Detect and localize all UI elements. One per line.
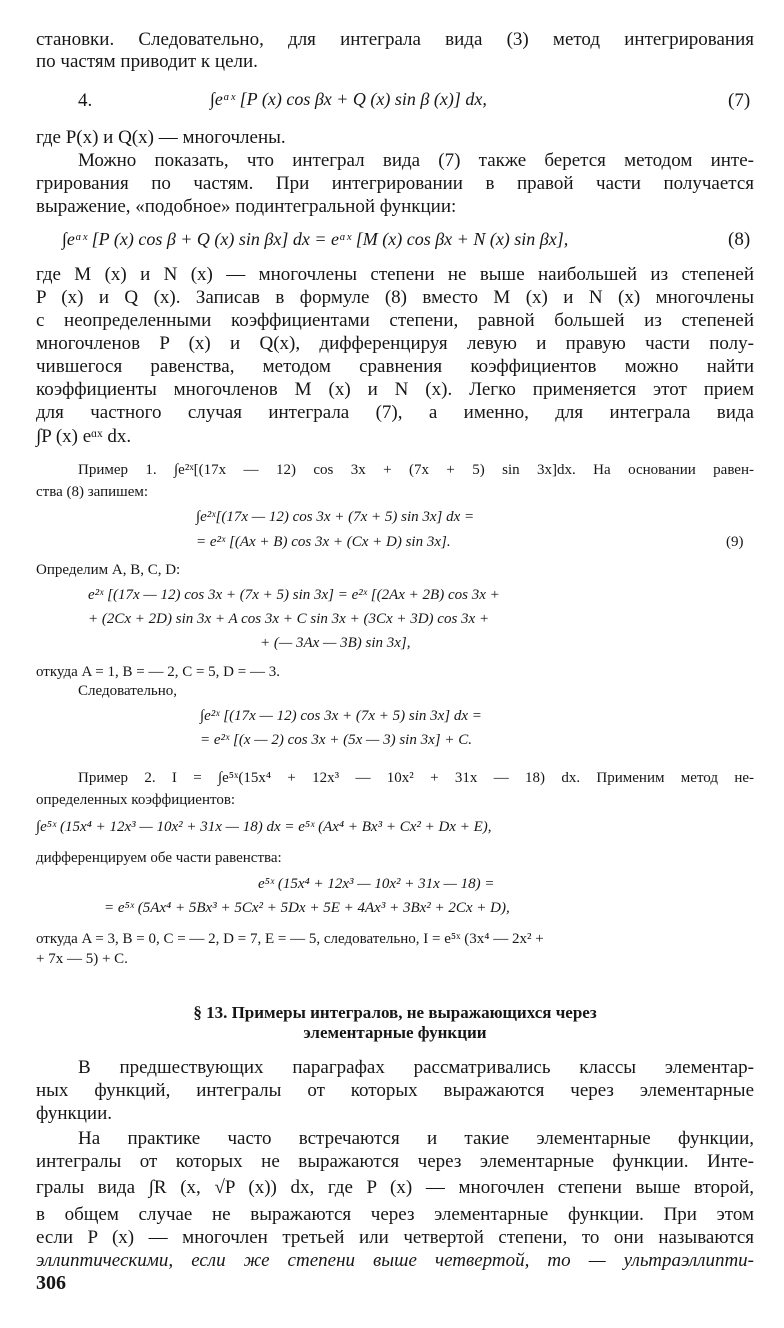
text-line: с неопределенными коэффициентами степени, равной большей из степеней	[36, 310, 754, 331]
text-line: ∫e²ˣ [(17x — 12) cos 3x + (7x + 5) sin 3x] dx =	[200, 708, 482, 724]
text-line: ∫e²ˣ[(17x — 12) cos 3x + (7x + 5) sin 3x] dx =	[196, 509, 475, 525]
text-line: = e⁵ˣ (5Ax⁴ + 5Bx³ + 5Cx² + 5Dx + 5E + 4Ax³ + 3Bx² + 2Cx + D),	[104, 900, 510, 916]
text-line: в общем случае не выражаются через элементарные функции. При этом	[36, 1204, 754, 1225]
text-line: На практике часто встречаются и такие элементарные функции,	[78, 1128, 754, 1149]
text-line: откуда A = 1, B = — 2, C = 5, D = — 3.	[36, 664, 280, 680]
text-line: если P (x) — многочлен третьей или четвертой степени, то они называются	[36, 1227, 754, 1248]
text-line: ных функций, интегралы от которых выражаются через элементарные	[36, 1080, 754, 1101]
text-line: e⁵ˣ (15x⁴ + 12x³ — 10x² + 31x — 18) =	[258, 876, 495, 892]
equation-number: (8)	[728, 229, 751, 250]
text-line: Пример 2. I = ∫e⁵ˣ(15x⁴ + 12x³ — 10x² + 31x — 18) dx. Применим метод не-	[78, 770, 754, 786]
equation-number: (7)	[728, 90, 751, 111]
formula: ∫eᵅˣ [P (x) cos β + Q (x) sin βx] dx = eᵅˣ [M (x) cos βx + N (x) sin βx],	[62, 229, 569, 249]
text-line: В предшествующих параграфах рассматривались классы элементар-	[78, 1057, 754, 1078]
text-line: многочленов P (x) и Q(x), дифференцируя левую и правую части полу-	[36, 333, 754, 354]
text-line: + 7x — 5) + C.	[36, 951, 128, 967]
text-line: интегралы от которых не выражаются через элементарные функции. Инте-	[36, 1151, 754, 1172]
text-line: где M (x) и N (x) — многочлены степени не выше наибольшей из степеней	[36, 264, 754, 285]
text-line: дифференцируем обе части равенства:	[36, 850, 282, 866]
text-line: определенных коэффициентов:	[36, 792, 236, 808]
text-line: по частям приводит к цели.	[36, 51, 258, 72]
text-line: выражение, «подобное» подинтегральной функции:	[36, 196, 457, 217]
text-line: P (x) и Q (x). Записав в формуле (8) вместо M (x) и N (x) многочлены	[36, 287, 754, 308]
text-line: становки. Следовательно, для интеграла вида (3) метод интегрирования	[36, 29, 754, 50]
text-line: где P(x) и Q(x) — многочлены.	[36, 127, 286, 148]
formula: ∫eᵅˣ [P (x) cos βx + Q (x) sin β (x)] dx,	[210, 89, 487, 109]
text-line: ства (8) запишем:	[36, 484, 149, 500]
text-line: ∫P (x) eᵅˣ dx.	[36, 426, 132, 447]
text-line: + (— 3Ax — 3B) sin 3x],	[260, 635, 411, 651]
text-line: Определим A, B, C, D:	[36, 562, 181, 578]
text-line: (9)	[726, 534, 744, 550]
text-line: гралы вида ∫R (x, √P (x)) dx, где P (x) — многочлен степени выше второй,	[36, 1177, 754, 1198]
section-heading-line: § 13. Примеры интегралов, не выражающихся через	[193, 1003, 597, 1022]
section-heading-line: элементарные функции	[303, 1023, 487, 1042]
text-line: коэффициенты многочленов M (x) и N (x). Легко применяется этот прием	[36, 379, 754, 400]
page-number: 306	[36, 1272, 66, 1294]
text-line: e²ˣ [(17x — 12) cos 3x + (7x + 5) sin 3x] = e²ˣ [(2Ax + 2B) cos 3x +	[88, 587, 500, 603]
formula: 4.	[78, 90, 93, 111]
text-line: = e²ˣ [(x — 2) cos 3x + (5x — 3) sin 3x] + C.	[200, 732, 472, 748]
text-line: эллиптическими, если же степени выше четвертой, то — ультраэллипти-	[36, 1250, 754, 1271]
text-line: = e²ˣ [(Ax + B) cos 3x + (Cx + D) sin 3x].	[196, 534, 451, 550]
text-line: для частного случая интеграла (7), а именно, для интеграла вида	[36, 402, 754, 423]
text-line: + (2Cx + 2D) sin 3x + A cos 3x + C sin 3x + (3Cx + 3D) cos 3x +	[88, 611, 490, 627]
text-line: Пример 1. ∫e²ˣ[(17x — 12) cos 3x + (7x + 5) sin 3x]dx. На основании равен-	[78, 462, 754, 478]
text-line: чившегося равенства, методом сравнения коэффициентов можно найти	[36, 356, 754, 377]
text-line: Следовательно,	[78, 683, 178, 699]
text-line: функции.	[36, 1103, 112, 1124]
text-line: ∫e⁵ˣ (15x⁴ + 12x³ — 10x² + 31x — 18) dx = e⁵ˣ (Ax⁴ + Bx³ + Cx² + Dx + E),	[36, 819, 492, 835]
text-line: грирования по частям. При интегрировании в правой части получается	[36, 173, 754, 194]
text-line: откуда A = 3, B = 0, C = — 2, D = 7, E = — 5, следовательно, I = e⁵ˣ (3x⁴ — 2x² +	[36, 931, 544, 947]
text-line: Можно показать, что интеграл вида (7) также берется методом инте-	[78, 150, 754, 171]
